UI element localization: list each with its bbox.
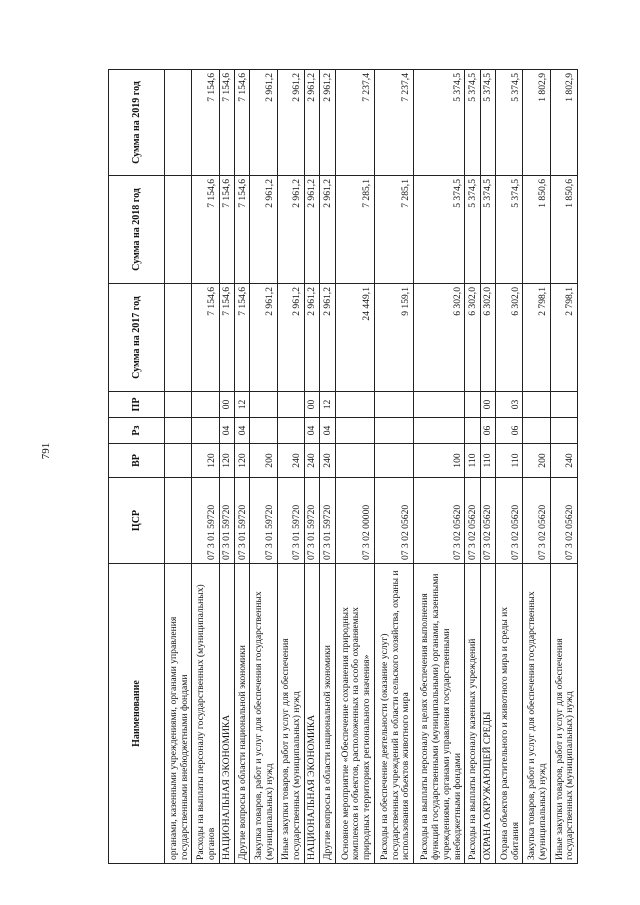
row-2019-cell: 1 802,9 bbox=[523, 70, 550, 176]
row-2017-cell: 6 302,0 bbox=[414, 284, 465, 392]
row-vr-cell: 110 bbox=[480, 444, 495, 478]
row-vr-cell: 240 bbox=[277, 444, 304, 478]
row-2017-cell: 2 961,2 bbox=[320, 284, 335, 392]
row-name-cell: Другие вопросы в области национальной экономики bbox=[234, 564, 249, 864]
col-header-rz: Рз bbox=[109, 418, 165, 444]
row-csr-cell: 07 3 01 59720 bbox=[192, 478, 219, 564]
row-pr-cell bbox=[374, 392, 413, 418]
row-pr-cell bbox=[465, 392, 480, 418]
row-name-cell: Расходы на выплаты персоналу государственных (муниципальных) органов bbox=[192, 564, 219, 864]
row-2019-cell: 5 374,5 bbox=[495, 70, 522, 176]
row-2018-cell: 2 961,2 bbox=[304, 176, 319, 284]
row-pr-cell: 03 bbox=[495, 392, 522, 418]
row-2018-cell: 7 154,6 bbox=[192, 176, 219, 284]
page-number: 791 bbox=[40, 442, 52, 460]
row-name-cell: Охрана объектов растительного и животного мира и среды их обитания bbox=[495, 564, 522, 864]
row-rz-cell: 04 bbox=[304, 418, 319, 444]
table-row bbox=[374, 70, 413, 864]
row-pr-cell: 00 bbox=[480, 392, 495, 418]
row-2018-cell: 5 374,5 bbox=[465, 176, 480, 284]
row-pr-cell bbox=[165, 392, 192, 418]
row-rz-cell bbox=[277, 418, 304, 444]
row-name-cell: НАЦИОНАЛЬНАЯ ЭКОНОМИКА bbox=[304, 564, 319, 864]
row-pr-cell: 12 bbox=[320, 392, 335, 418]
row-2019-cell: 7 154,6 bbox=[219, 70, 234, 176]
row-rz-cell: 06 bbox=[495, 418, 522, 444]
row-csr-cell: 07 3 02 05620 bbox=[414, 478, 465, 564]
row-name-cell: ОХРАНА ОКРУЖАЮЩЕЙ СРЕДЫ bbox=[480, 564, 495, 864]
row-2018-cell: 2 961,2 bbox=[250, 176, 277, 284]
row-2019-cell: 5 374,5 bbox=[414, 70, 465, 176]
row-vr-cell: 200 bbox=[250, 444, 277, 478]
col-header-2018: Сумма на 2018 год bbox=[109, 176, 165, 284]
col-header-csr: ЦСР bbox=[109, 478, 165, 564]
table-row bbox=[192, 70, 219, 864]
row-csr-cell: 07 3 01 59720 bbox=[219, 478, 234, 564]
row-pr-cell: 00 bbox=[219, 392, 234, 418]
row-2018-cell: 1 850,6 bbox=[523, 176, 550, 284]
row-csr-cell: 07 3 01 59720 bbox=[304, 478, 319, 564]
row-rz-cell: 04 bbox=[234, 418, 249, 444]
row-csr-cell: 07 3 02 05620 bbox=[523, 478, 550, 564]
row-name-cell: Иные закупки товаров, работ и услуг для обеспечения государственных (муниципальных) нужд bbox=[550, 564, 577, 864]
row-pr-cell bbox=[250, 392, 277, 418]
row-vr-cell: 110 bbox=[495, 444, 522, 478]
row-2017-cell: 24 449,1 bbox=[335, 284, 374, 392]
row-name-cell: Расходы на выплаты персоналу в целях обеспечения выполнения функций государственными (муниципальными) органами, казенными учреждениями, органами управления государственными внебюджетными фондами bbox=[414, 564, 465, 864]
row-2017-cell: 2 961,2 bbox=[277, 284, 304, 392]
row-pr-cell bbox=[192, 392, 219, 418]
row-2017-cell: 6 302,0 bbox=[495, 284, 522, 392]
row-csr-cell: 07 3 02 05620 bbox=[480, 478, 495, 564]
row-name-cell: органами, казенными учреждениями, органами управления государственными внебюджетными фондами bbox=[165, 564, 192, 864]
row-pr-cell bbox=[335, 392, 374, 418]
row-2017-cell: 6 302,0 bbox=[480, 284, 495, 392]
row-name-cell: Иные закупки товаров, работ и услуг для обеспечения государственных (муниципальных) нужд bbox=[277, 564, 304, 864]
table-row bbox=[335, 70, 374, 864]
col-header-name: Наименование bbox=[109, 564, 165, 864]
row-name-cell: Расходы на обеспечение деятельности (оказание услуг) государственных учреждений в области сельского хозяйства, охраны и использования объектов животного мира bbox=[374, 564, 413, 864]
row-csr-cell: 07 3 02 05620 bbox=[495, 478, 522, 564]
col-header-pr: ПР bbox=[109, 392, 165, 418]
row-pr-cell bbox=[550, 392, 577, 418]
col-header-vr: ВР bbox=[109, 444, 165, 478]
row-vr-cell bbox=[374, 444, 413, 478]
row-2018-cell: 5 374,5 bbox=[480, 176, 495, 284]
row-2017-cell: 9 159,1 bbox=[374, 284, 413, 392]
table-row bbox=[304, 70, 319, 864]
rotated-table-container bbox=[108, 70, 578, 864]
row-vr-cell: 240 bbox=[550, 444, 577, 478]
row-2017-cell: 2 961,2 bbox=[304, 284, 319, 392]
row-name-cell: Расходы на выплаты персоналу казенных учреждений bbox=[465, 564, 480, 864]
row-rz-cell bbox=[335, 418, 374, 444]
row-rz-cell bbox=[414, 418, 465, 444]
row-2018-cell: 2 961,2 bbox=[277, 176, 304, 284]
row-vr-cell bbox=[165, 444, 192, 478]
row-2017-cell: 6 302,0 bbox=[465, 284, 480, 392]
row-csr-cell: 07 3 02 00000 bbox=[335, 478, 374, 564]
budget-table bbox=[108, 69, 578, 864]
row-2019-cell: 7 237,4 bbox=[374, 70, 413, 176]
table-row bbox=[465, 70, 480, 864]
row-pr-cell: 12 bbox=[234, 392, 249, 418]
table-row bbox=[495, 70, 522, 864]
row-2019-cell: 2 961,2 bbox=[320, 70, 335, 176]
table-row bbox=[550, 70, 577, 864]
row-2018-cell: 5 374,5 bbox=[495, 176, 522, 284]
row-vr-cell: 100 bbox=[414, 444, 465, 478]
row-csr-cell: 07 3 01 59720 bbox=[250, 478, 277, 564]
row-2018-cell: 5 374,5 bbox=[414, 176, 465, 284]
table-row bbox=[480, 70, 495, 864]
row-csr-cell: 07 3 02 05620 bbox=[465, 478, 480, 564]
table-row bbox=[414, 70, 465, 864]
table-header-row bbox=[109, 70, 165, 864]
row-pr-cell bbox=[414, 392, 465, 418]
table-row bbox=[523, 70, 550, 864]
row-rz-cell bbox=[550, 418, 577, 444]
row-2018-cell bbox=[165, 176, 192, 284]
row-vr-cell: 240 bbox=[320, 444, 335, 478]
row-2017-cell: 7 154,6 bbox=[234, 284, 249, 392]
table-row bbox=[165, 70, 192, 864]
row-rz-cell bbox=[465, 418, 480, 444]
row-2018-cell: 7 154,6 bbox=[219, 176, 234, 284]
row-2019-cell: 7 154,6 bbox=[234, 70, 249, 176]
row-rz-cell bbox=[523, 418, 550, 444]
row-vr-cell: 120 bbox=[234, 444, 249, 478]
row-2017-cell: 7 154,6 bbox=[219, 284, 234, 392]
row-rz-cell: 06 bbox=[480, 418, 495, 444]
row-2019-cell: 5 374,5 bbox=[465, 70, 480, 176]
row-2019-cell: 2 961,2 bbox=[250, 70, 277, 176]
row-2018-cell: 7 285,1 bbox=[335, 176, 374, 284]
row-vr-cell: 240 bbox=[304, 444, 319, 478]
row-rz-cell bbox=[192, 418, 219, 444]
row-2019-cell: 7 237,4 bbox=[335, 70, 374, 176]
row-rz-cell: 04 bbox=[219, 418, 234, 444]
row-vr-cell: 200 bbox=[523, 444, 550, 478]
row-2017-cell: 2 961,2 bbox=[250, 284, 277, 392]
row-name-cell: НАЦИОНАЛЬНАЯ ЭКОНОМИКА bbox=[219, 564, 234, 864]
row-csr-cell: 07 3 02 05620 bbox=[550, 478, 577, 564]
row-name-cell: Основное мероприятие «Обеспечение сохранения природных комплексов и объектов, расположенных на особо охраняемых природных территориях регионального значения» bbox=[335, 564, 374, 864]
row-2017-cell: 2 798,1 bbox=[550, 284, 577, 392]
row-name-cell: Закупка товаров, работ и услуг для обеспечения государственных (муниципальных) нужд bbox=[523, 564, 550, 864]
row-2019-cell bbox=[165, 70, 192, 176]
row-pr-cell: 00 bbox=[304, 392, 319, 418]
row-vr-cell bbox=[335, 444, 374, 478]
row-name-cell: Другие вопросы в области национальной экономики bbox=[320, 564, 335, 864]
row-2019-cell: 5 374,5 bbox=[480, 70, 495, 176]
row-rz-cell bbox=[250, 418, 277, 444]
row-2019-cell: 2 961,2 bbox=[277, 70, 304, 176]
row-pr-cell bbox=[277, 392, 304, 418]
row-2017-cell bbox=[165, 284, 192, 392]
table-body bbox=[165, 70, 578, 864]
row-pr-cell bbox=[523, 392, 550, 418]
row-csr-cell: 07 3 01 59720 bbox=[277, 478, 304, 564]
col-header-2019: Сумма на 2019 год bbox=[109, 70, 165, 176]
row-2019-cell: 2 961,2 bbox=[304, 70, 319, 176]
row-2019-cell: 7 154,6 bbox=[192, 70, 219, 176]
row-rz-cell bbox=[374, 418, 413, 444]
row-2018-cell: 1 850,6 bbox=[550, 176, 577, 284]
row-2019-cell: 1 802,9 bbox=[550, 70, 577, 176]
row-csr-cell: 07 3 01 59720 bbox=[234, 478, 249, 564]
row-csr-cell: 07 3 02 05620 bbox=[374, 478, 413, 564]
row-csr-cell: 07 3 01 59720 bbox=[320, 478, 335, 564]
table-row bbox=[277, 70, 304, 864]
row-vr-cell: 120 bbox=[219, 444, 234, 478]
table-row bbox=[219, 70, 234, 864]
row-2017-cell: 7 154,6 bbox=[192, 284, 219, 392]
row-2018-cell: 2 961,2 bbox=[320, 176, 335, 284]
row-rz-cell bbox=[165, 418, 192, 444]
row-csr-cell bbox=[165, 478, 192, 564]
row-2017-cell: 2 798,1 bbox=[523, 284, 550, 392]
col-header-2017: Сумма на 2017 год bbox=[109, 284, 165, 392]
row-2018-cell: 7 285,1 bbox=[374, 176, 413, 284]
table-row bbox=[250, 70, 277, 864]
table-row bbox=[234, 70, 249, 864]
row-name-cell: Закупка товаров, работ и услуг для обеспечения государственных (муниципальных) нужд bbox=[250, 564, 277, 864]
table-row bbox=[320, 70, 335, 864]
row-vr-cell: 120 bbox=[192, 444, 219, 478]
row-rz-cell: 04 bbox=[320, 418, 335, 444]
row-vr-cell: 110 bbox=[465, 444, 480, 478]
row-2018-cell: 7 154,6 bbox=[234, 176, 249, 284]
